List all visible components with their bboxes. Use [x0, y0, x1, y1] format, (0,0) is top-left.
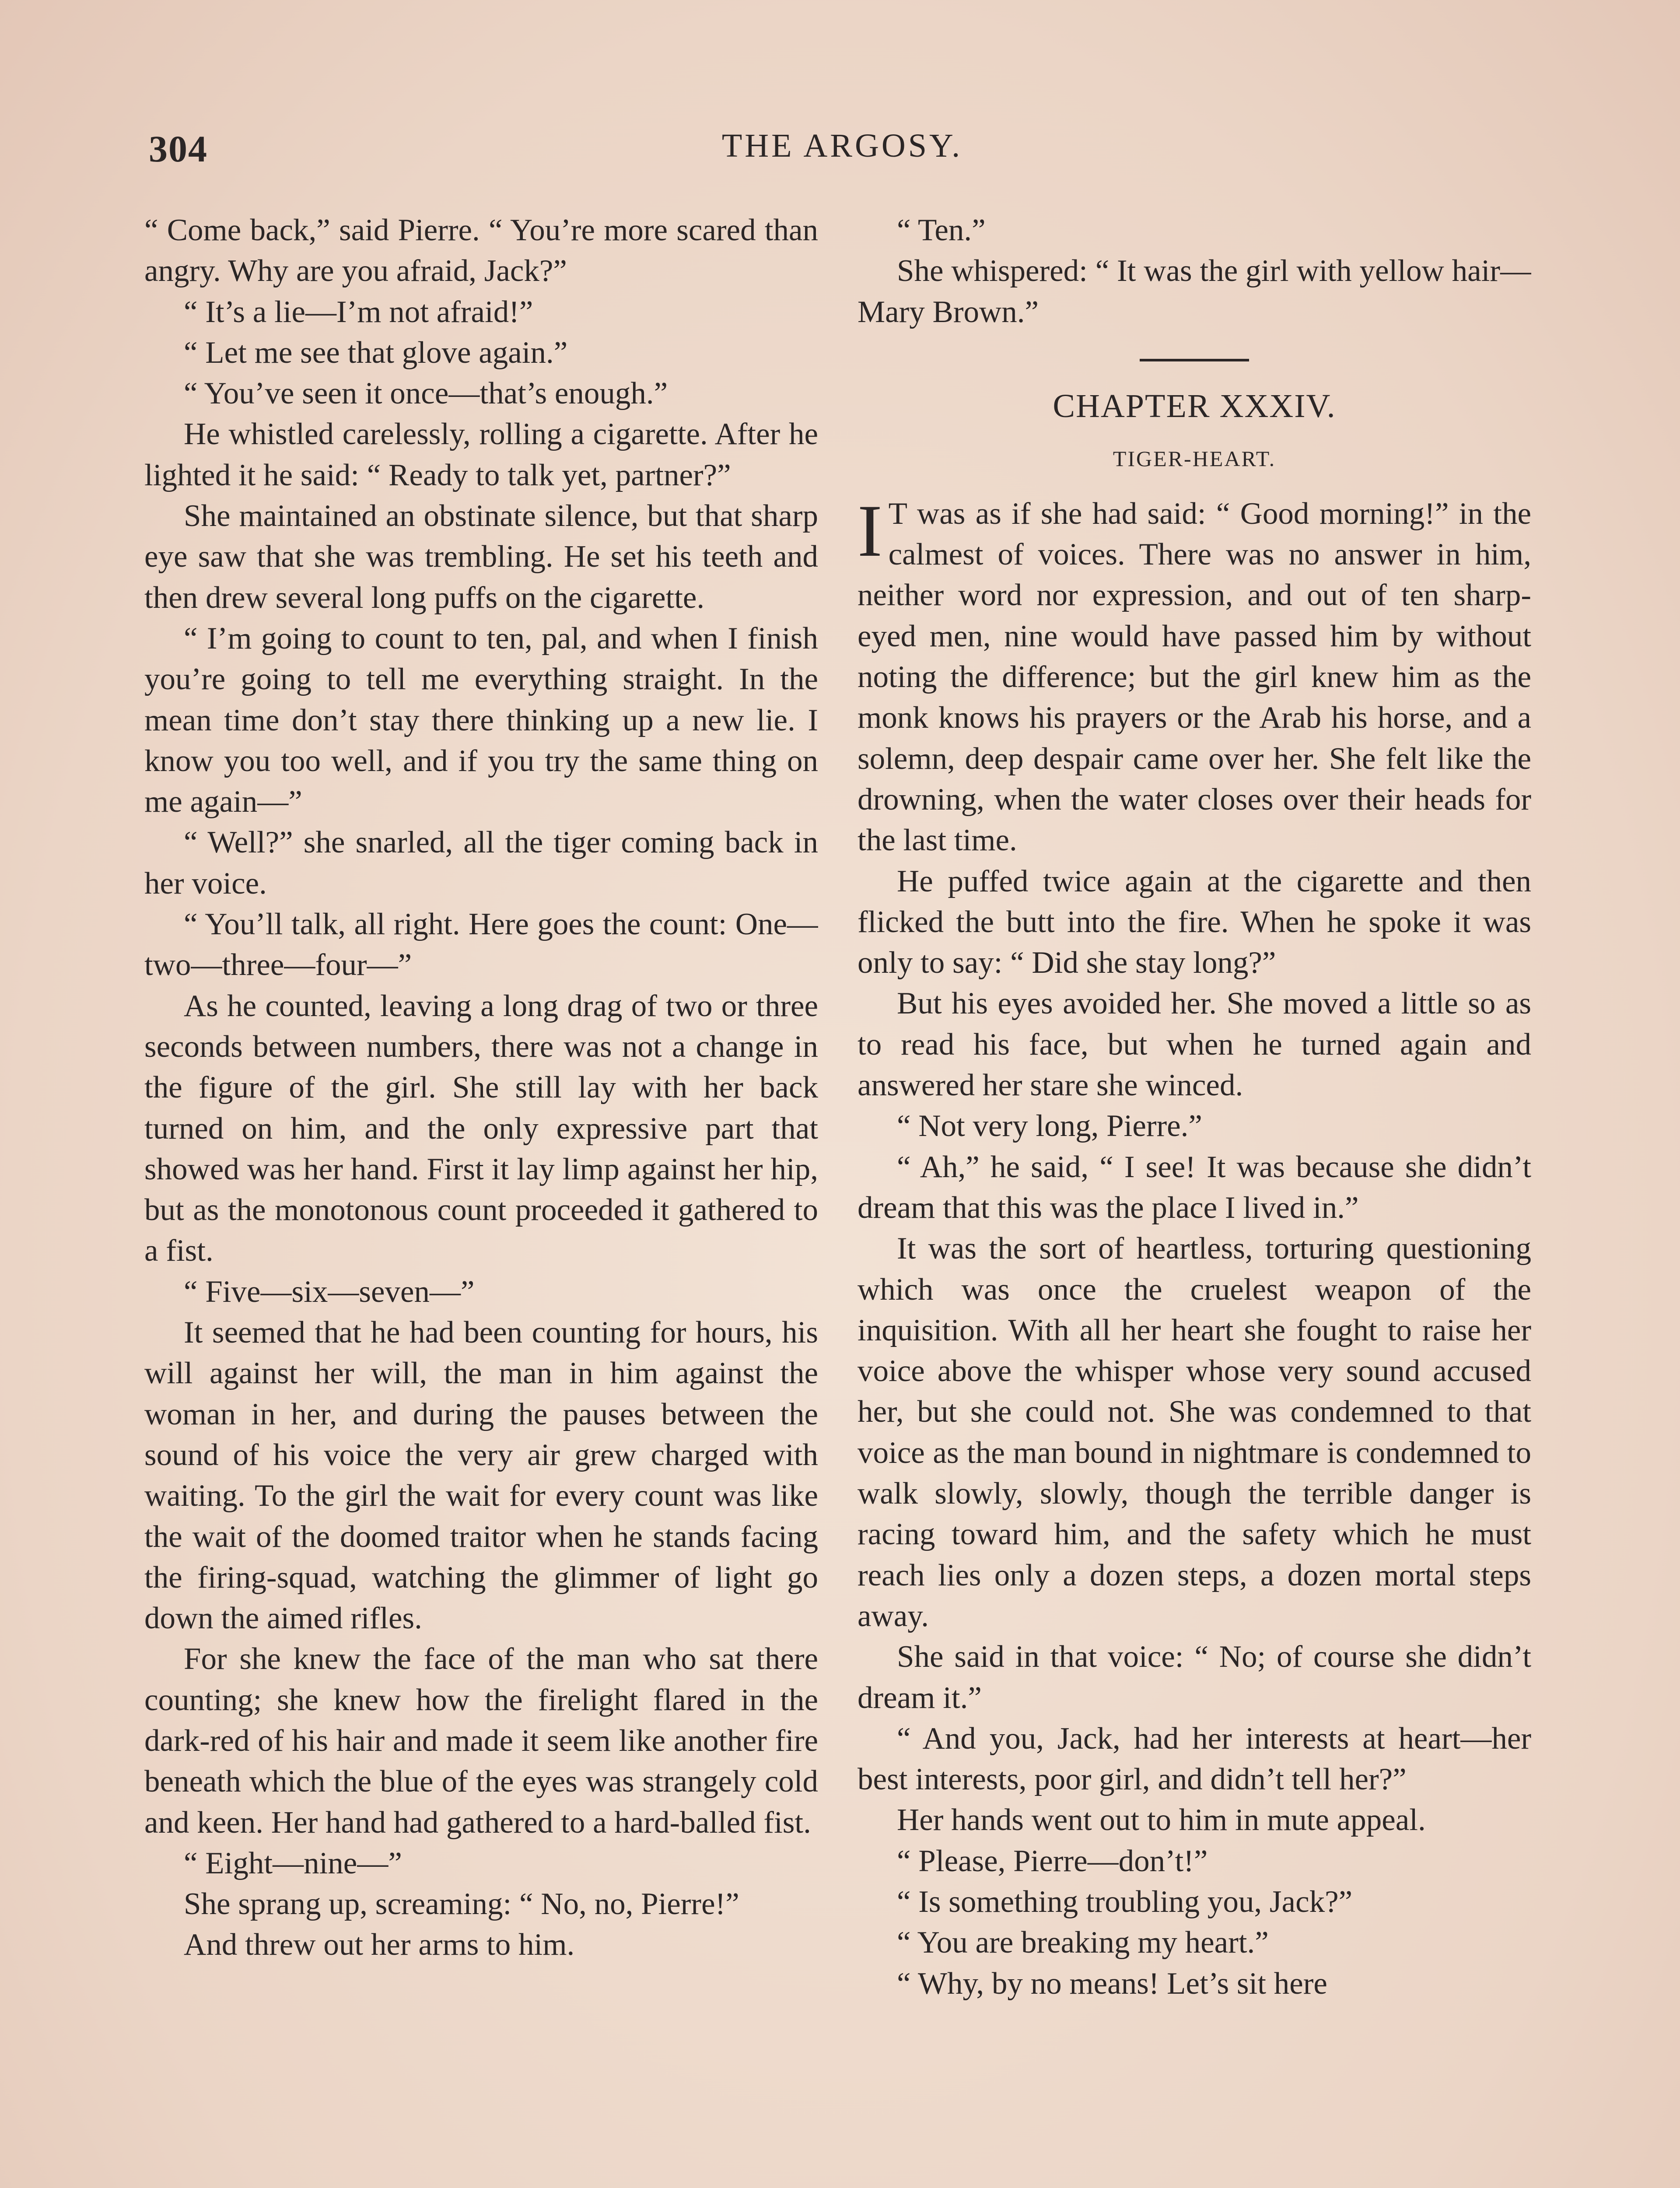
paragraph: He whistled carelessly, rolling a cigarette. After he lighted it he said: “ Ready to talk yet, partner?”: [144, 417, 818, 492]
paragraph: She maintained an obstinate silence, but that sharp eye saw that she was trembling. He set his teeth and then drew several long puffs on the cigarette.: [144, 499, 818, 615]
paragraph: It was the sort of heartless, torturing questioning which was once the cruelest weapon of the inquisition. With all her heart she fought to raise her voice above the whisper whose very sound accused her, but she could not. She was condemned to that voice as the man bound in nightmare is condemned to walk slowly, slowly, though the terrible danger is racing toward him, and the safety which he must reach lies only a dozen steps, a dozen mortal steps away.: [858, 1231, 1531, 1633]
paragraph: “ You are breaking my heart.”: [897, 1925, 1269, 1960]
paragraph: She whispered: “ It was the girl with yellow hair—Mary Brown.”: [858, 254, 1531, 329]
paragraph: He puffed twice again at the cigarette and then flicked the butt into the fire. When he spoke it was only to say: “ Did she stay long?”: [858, 864, 1531, 980]
paragraph: “ You’ve seen it once—that’s enough.”: [184, 376, 668, 411]
page-header: [149, 127, 1536, 184]
paragraph: “ Five—six—seven—”: [184, 1274, 475, 1309]
paragraph: “ Is something troubling you, Jack?”: [897, 1884, 1353, 1919]
paragraph: “ It’s a lie—I’m not afraid!”: [184, 295, 533, 329]
paragraph: But his eyes avoided her. She moved a little so as to read his face, but when he turned again and answered her stare she winced.: [858, 986, 1531, 1103]
paragraph: “ And you, Jack, had her interests at heart—her best interests, poor girl, and didn’t tell her?”: [858, 1721, 1531, 1797]
paragraph: “ Well?” she snarled, all the tiger coming back in her voice.: [144, 825, 818, 901]
chapter-opening-paragraph: [858, 489, 1531, 861]
running-head: THE ARGOSY.: [721, 127, 963, 164]
opening-text: T was as if she had said: “ Good morning!” in the calmest of voices. There was no answer in him, neither word nor expression, and out of ten sharp-eyed men, nine would have passed him by without noting the difference; but the girl knew him as the monk knows his prayers or the Arab his horse, and a solemn, deep despair came over her. She felt like the drowning, when the water closes over their heads for the last time.: [858, 496, 1531, 858]
paragraph: Her hands went out to him in mute appeal.: [897, 1803, 1426, 1837]
chapter-subtitle: TIGER-HEART.: [1113, 446, 1276, 471]
paragraph: “ Please, Pierre—don’t!”: [897, 1844, 1208, 1878]
paragraph: And threw out her arms to him.: [184, 1928, 575, 1962]
paragraph: “ I’m going to count to ten, pal, and when I finish you’re going to tell me everything straight. In the mean time don’t stay there thinking up a new lie. I know you too well, and if you try the same thing on me again—”: [144, 621, 818, 819]
paragraph: “ Why, by no means! Let’s sit here: [897, 1966, 1327, 2001]
drop-cap: I: [858, 489, 882, 572]
section-divider: [1140, 359, 1249, 361]
paragraph: She said in that voice: “ No; of course she didn’t dream it.”: [858, 1640, 1531, 1715]
paragraph: “ Ah,” he said, “ I see! It was because she didn’t dream that this was the place I lived in.”: [858, 1150, 1531, 1225]
paragraph: For she knew the face of the man who sat there counting; she knew how the firelight flared in the dark-red of his hair and made it seem like another fire beneath which the blue of the eyes was strangely cold and keen. Her hand had gathered to a hard-balled fist.: [144, 1642, 818, 1840]
paragraph: As he counted, leaving a long drag of two or three seconds between numbers, there was not a change in the figure of the girl. She still lay with her back turned on him, and the only expressive part that showed was her hand. First it lay limp against her hip, but as the monotonous count proceeded it gathered to a fist.: [144, 989, 818, 1268]
chapter-title: CHAPTER XXXIV.: [1053, 387, 1336, 424]
paragraph: “ Let me see that glove again.”: [184, 335, 568, 370]
paragraph: “ Come back,” said Pierre. “ You’re more scared than angry. Why are you afraid, Jack?”: [144, 213, 818, 288]
paragraph: She sprang up, screaming: “ No, no, Pierre!”: [184, 1887, 739, 1922]
left-column: [144, 210, 818, 2188]
paragraph: “ You’ll talk, all right. Here goes the count: One—two—three—four—”: [144, 907, 818, 982]
paragraph: “ Eight—nine—”: [184, 1846, 402, 1880]
right-column: [858, 210, 1531, 2188]
page-number: 304: [149, 128, 208, 170]
paragraph: “ Ten.”: [897, 213, 986, 247]
paragraph: “ Not very long, Pierre.”: [897, 1109, 1202, 1143]
paragraph: It seemed that he had been counting for hours, his will against her will, the man in him against the woman in her, and during the pauses between the sound of his voice the very air grew charged with waiting. To the girl the wait for every count was like the wait of the doomed traitor when he stands facing the firing-squad, watching the glimmer of light go down the aimed rifles.: [144, 1315, 818, 1636]
